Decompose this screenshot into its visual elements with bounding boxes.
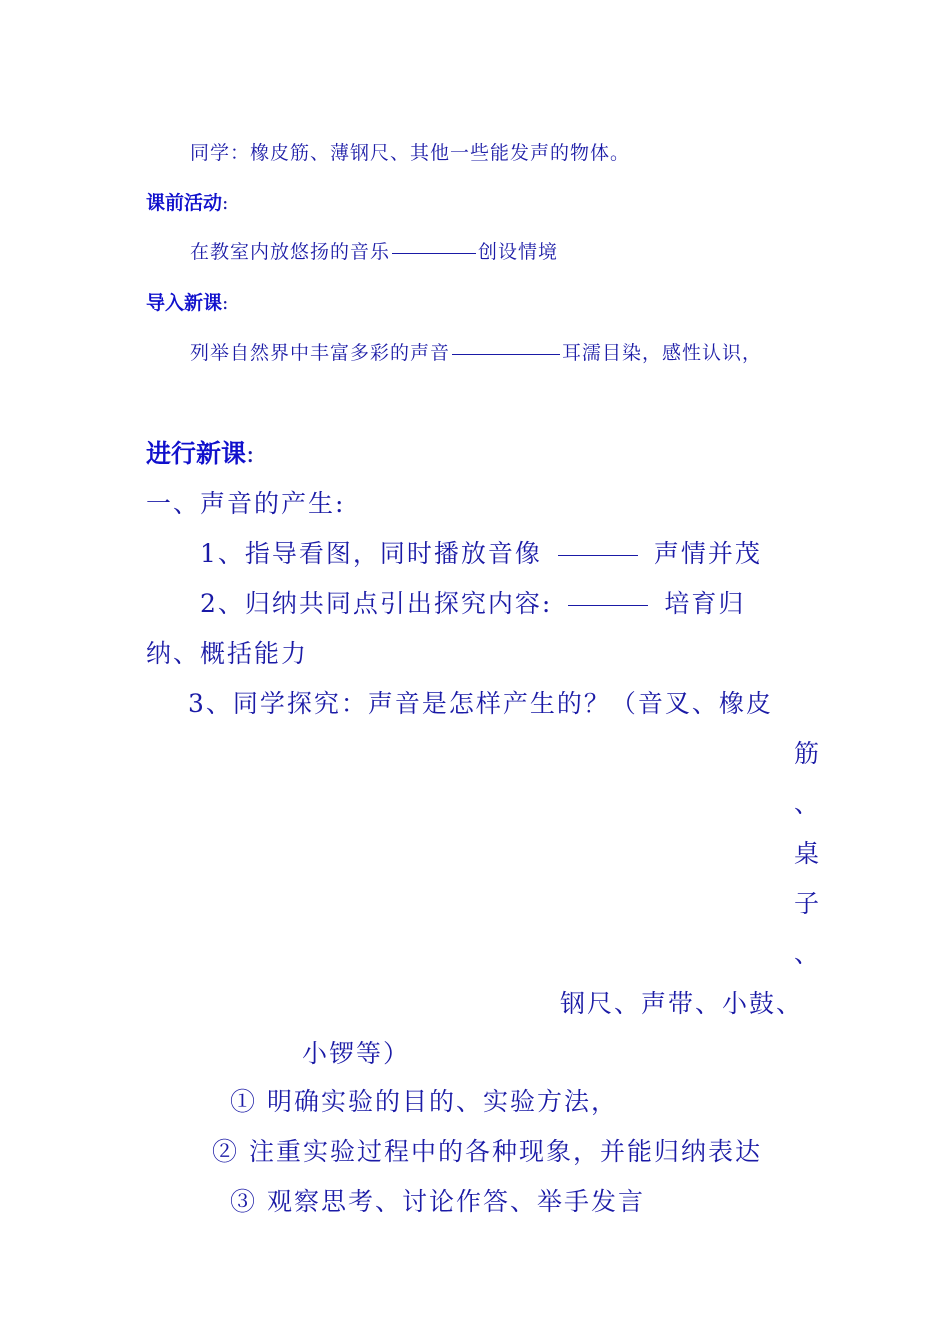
pre-class-colon: : bbox=[222, 192, 230, 214]
intro-heading-row bbox=[146, 288, 229, 315]
new-lesson-colon: : bbox=[246, 439, 257, 468]
step-3-vertical-char: 筋 bbox=[794, 739, 820, 768]
sub-point-3: ③ 观察思考、讨论作答、举手发言 bbox=[230, 1187, 645, 1216]
intro-goal: 耳濡目染，感性认识， bbox=[562, 342, 763, 364]
intro-activity bbox=[190, 338, 762, 365]
pre-class-activity bbox=[190, 237, 558, 264]
step-2 bbox=[200, 584, 745, 620]
step-3: 3、同学探究：声音是怎样产生的？（音叉、橡皮 bbox=[188, 689, 773, 718]
step-3-vertical-char: 、 bbox=[794, 939, 820, 968]
step-1-text: 1、指导看图，同时播放音像 bbox=[200, 539, 542, 568]
sub-point-1: ① 明确实验的目的、实验方法， bbox=[230, 1087, 618, 1116]
dash-line bbox=[568, 605, 648, 606]
pre-class-heading: 课前活动 bbox=[146, 192, 223, 214]
step-3-vertical-char: 子 bbox=[794, 889, 820, 918]
step-3-continuation-2: 小锣等） bbox=[302, 1039, 411, 1068]
sub-point-2: ② 注重实验过程中的各种现象，并能归纳表达 bbox=[212, 1137, 762, 1166]
pre-class-text: 在教室内放悠扬的音乐 bbox=[190, 241, 391, 263]
intro-colon: : bbox=[222, 292, 230, 314]
new-lesson-heading: 进行新课 bbox=[146, 439, 247, 468]
dash-line bbox=[392, 253, 476, 254]
pre-class-heading-row bbox=[146, 188, 229, 215]
section-title: 一、声音的产生: bbox=[146, 489, 346, 518]
step-2-goal: 培育归 bbox=[664, 589, 746, 618]
step-2-text: 2、归纳共同点引出探究内容: bbox=[200, 589, 553, 618]
intro-heading: 导入新课 bbox=[146, 292, 223, 314]
dash-line bbox=[452, 354, 560, 355]
intro-text: 列举自然界中丰富多彩的声音 bbox=[190, 342, 451, 364]
step-1-goal: 声情并茂 bbox=[653, 539, 762, 568]
pre-class-goal: 创设情境 bbox=[478, 241, 559, 263]
dash-line bbox=[558, 555, 638, 556]
step-2-continuation: 纳、概括能力 bbox=[146, 639, 309, 668]
step-3-continuation-1: 钢尺、声带、小鼓、 bbox=[560, 989, 804, 1018]
step-3-vertical-char: 桌 bbox=[794, 839, 820, 868]
new-lesson-heading-row bbox=[146, 434, 256, 470]
students-materials: 同学：橡皮筋、薄钢尺、其他一些能发声的物体。 bbox=[190, 142, 631, 164]
step-1 bbox=[200, 534, 762, 570]
step-3-vertical-char: 、 bbox=[794, 789, 820, 818]
